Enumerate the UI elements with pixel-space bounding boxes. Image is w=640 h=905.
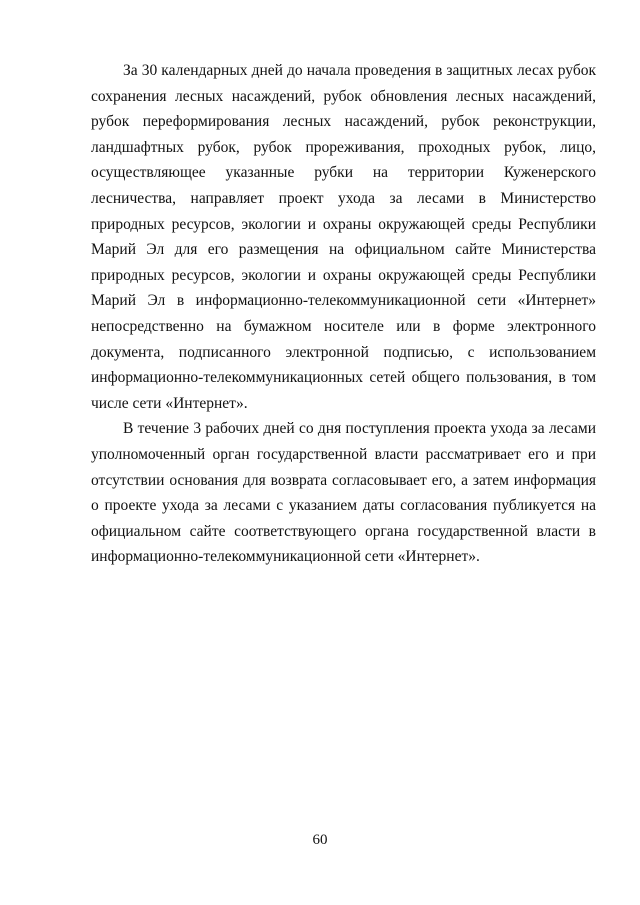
page-number: 60 <box>312 832 328 848</box>
paragraph-logging-notice: За 30 календарных дней до начала проведения в защитных лесах рубок сохранения лесных насаждений, рубок обновления лесных насаждений, рубок переформирования лесных насаждений, рубок реконструкции, ландшафтных рубок, рубок прореживания, проходных рубок, лицо, осуществляющее указанные рубки на территории Куженерского лесничества, направляет проект ухода за лесами в Министерство природных ресурсов, экологии и охраны окружающей среды Республики Марий Эл для его размещения на официальном сайте Министерства природных ресурсов, экологии и охраны окружающей среды Республики Марий Эл в информационно-телекоммуникационной сети «Интернет» непосредственно на бумажном носителе или в форме электронного документа, подписанного электронной подписью, с использованием информационно-телекоммуникационных сетей общего пользования, в том числе сети «Интернет». <box>91 62 596 412</box>
document-body <box>91 58 596 570</box>
paragraph-approval-procedure: В течение 3 рабочих дней со дня поступления проекта ухода за лесами уполномоченный орган государственной власти рассматривает его и при отсутствии основания для возврата согласовывает его, а затем информация о проекте ухода за лесами с указанием даты согласования публикуется на официальном сайте соответствующего органа государственной власти в информационно-телекоммуникационной сети «Интернет». <box>91 420 596 566</box>
